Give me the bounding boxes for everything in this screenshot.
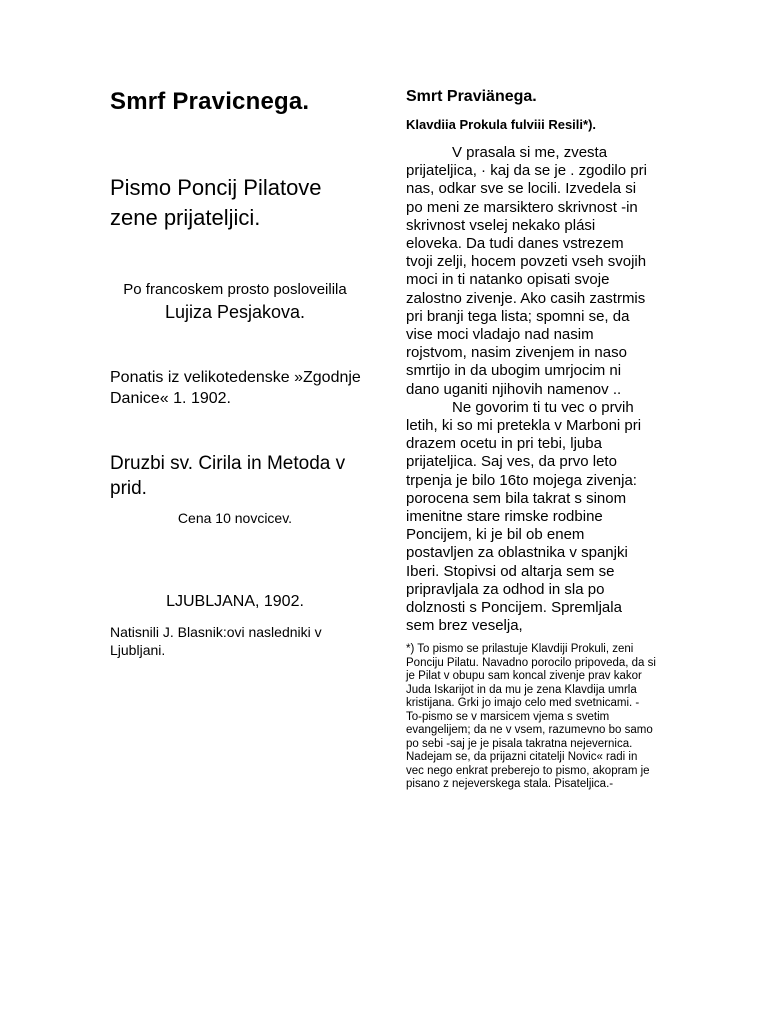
subtitle: Pismo Poncij Pilatove zene prijateljici. bbox=[110, 175, 322, 230]
title-page-column bbox=[110, 86, 370, 658]
letter-body bbox=[406, 144, 652, 635]
printer-imprint: Natisnili J. Blasnik:ovi nasledniki v Ljubljani. bbox=[110, 624, 322, 658]
letter-paragraph: V prasala si me, zvesta prijateljica, · kaj da se je . zgodilo pri nas, odkar sve se locili. Izvedela si po meni ze marsiktero skrivnost -in skrivnost vselej nekako plási eloveka. Da tudi danes vstrezem tvoji zelji, hocem povzeti vseh svojih moci in ti natanko opisati svoje zalostno zivenje. Ako casih zastrmis pri branji tega lista; spomni se, da vise moci vladajo nad nasim rojstvom, nasim zivenjem in naso smrtijo in da ubogim umrjocim ni dano uganiti njihovih namenov .. bbox=[406, 144, 647, 398]
main-title: Smrf Pravicnega. bbox=[110, 88, 310, 115]
reprint-note: Ponatis iz velikotedenske »Zgodnje Danice« 1. 1902. bbox=[110, 369, 361, 407]
price: Cena 10 novcicev. bbox=[177, 510, 293, 526]
translator-name: Lujiza Pesjakova. bbox=[164, 302, 306, 322]
place-year: LJUBLJANA, 1902. bbox=[166, 593, 304, 610]
society-dedication: Druzbi sv. Cirila in Metoda v prid. bbox=[110, 453, 346, 499]
letter-column bbox=[406, 86, 656, 790]
letter-title: Smrt Praviänega. bbox=[406, 88, 537, 105]
footnote: *) To pismo se prilastuje Klavdiji Prokuli, zeni Ponciju Pilatu. Navadno porocilo pripoveda, da si je Pilat v obupu sam koncal zivenje prav kakor Juda Iskarijot in da mu je zena Klavdija umrla kristijana. Grki jo imajo celo med svetnicami. - To-pismo se v marsicem vjema s svetim evangelijem; da ne v vsem, razumevno bo samo po sebi -saj je je pisala takratna nejevernica. Nadejam se, da prijazni citatelji Novic« radi in vec nego enkrat preberejo to pismo, akopram je pisano z nejeverskega stala. Pisateljica.- bbox=[406, 643, 656, 790]
letter-paragraph: Ne govorim ti tu vec o prvih letih, ki so mi pretekla v Marboni pri drazem ocetu in pri tebi, ljuba prijateljica. Saj ves, da prvo leto trpenja je bilo 16to mojega zivenja: porocena sem bila takrat s sinom imenitne stare rimske rodbine Poncijem, ki je bil ob enem postavljen za oblastnika v spanjki Iberi. Stopivsi od altarja sem se pripravljala za odhod in sla po dolznosti s Poncijem. Spremljala sem brez veselja, bbox=[406, 398, 642, 635]
translator-note: Po francoskem prosto posloveilila bbox=[123, 281, 347, 298]
letter-subtitle: Klavdiia Prokula fulviii Resili*). bbox=[406, 117, 597, 132]
